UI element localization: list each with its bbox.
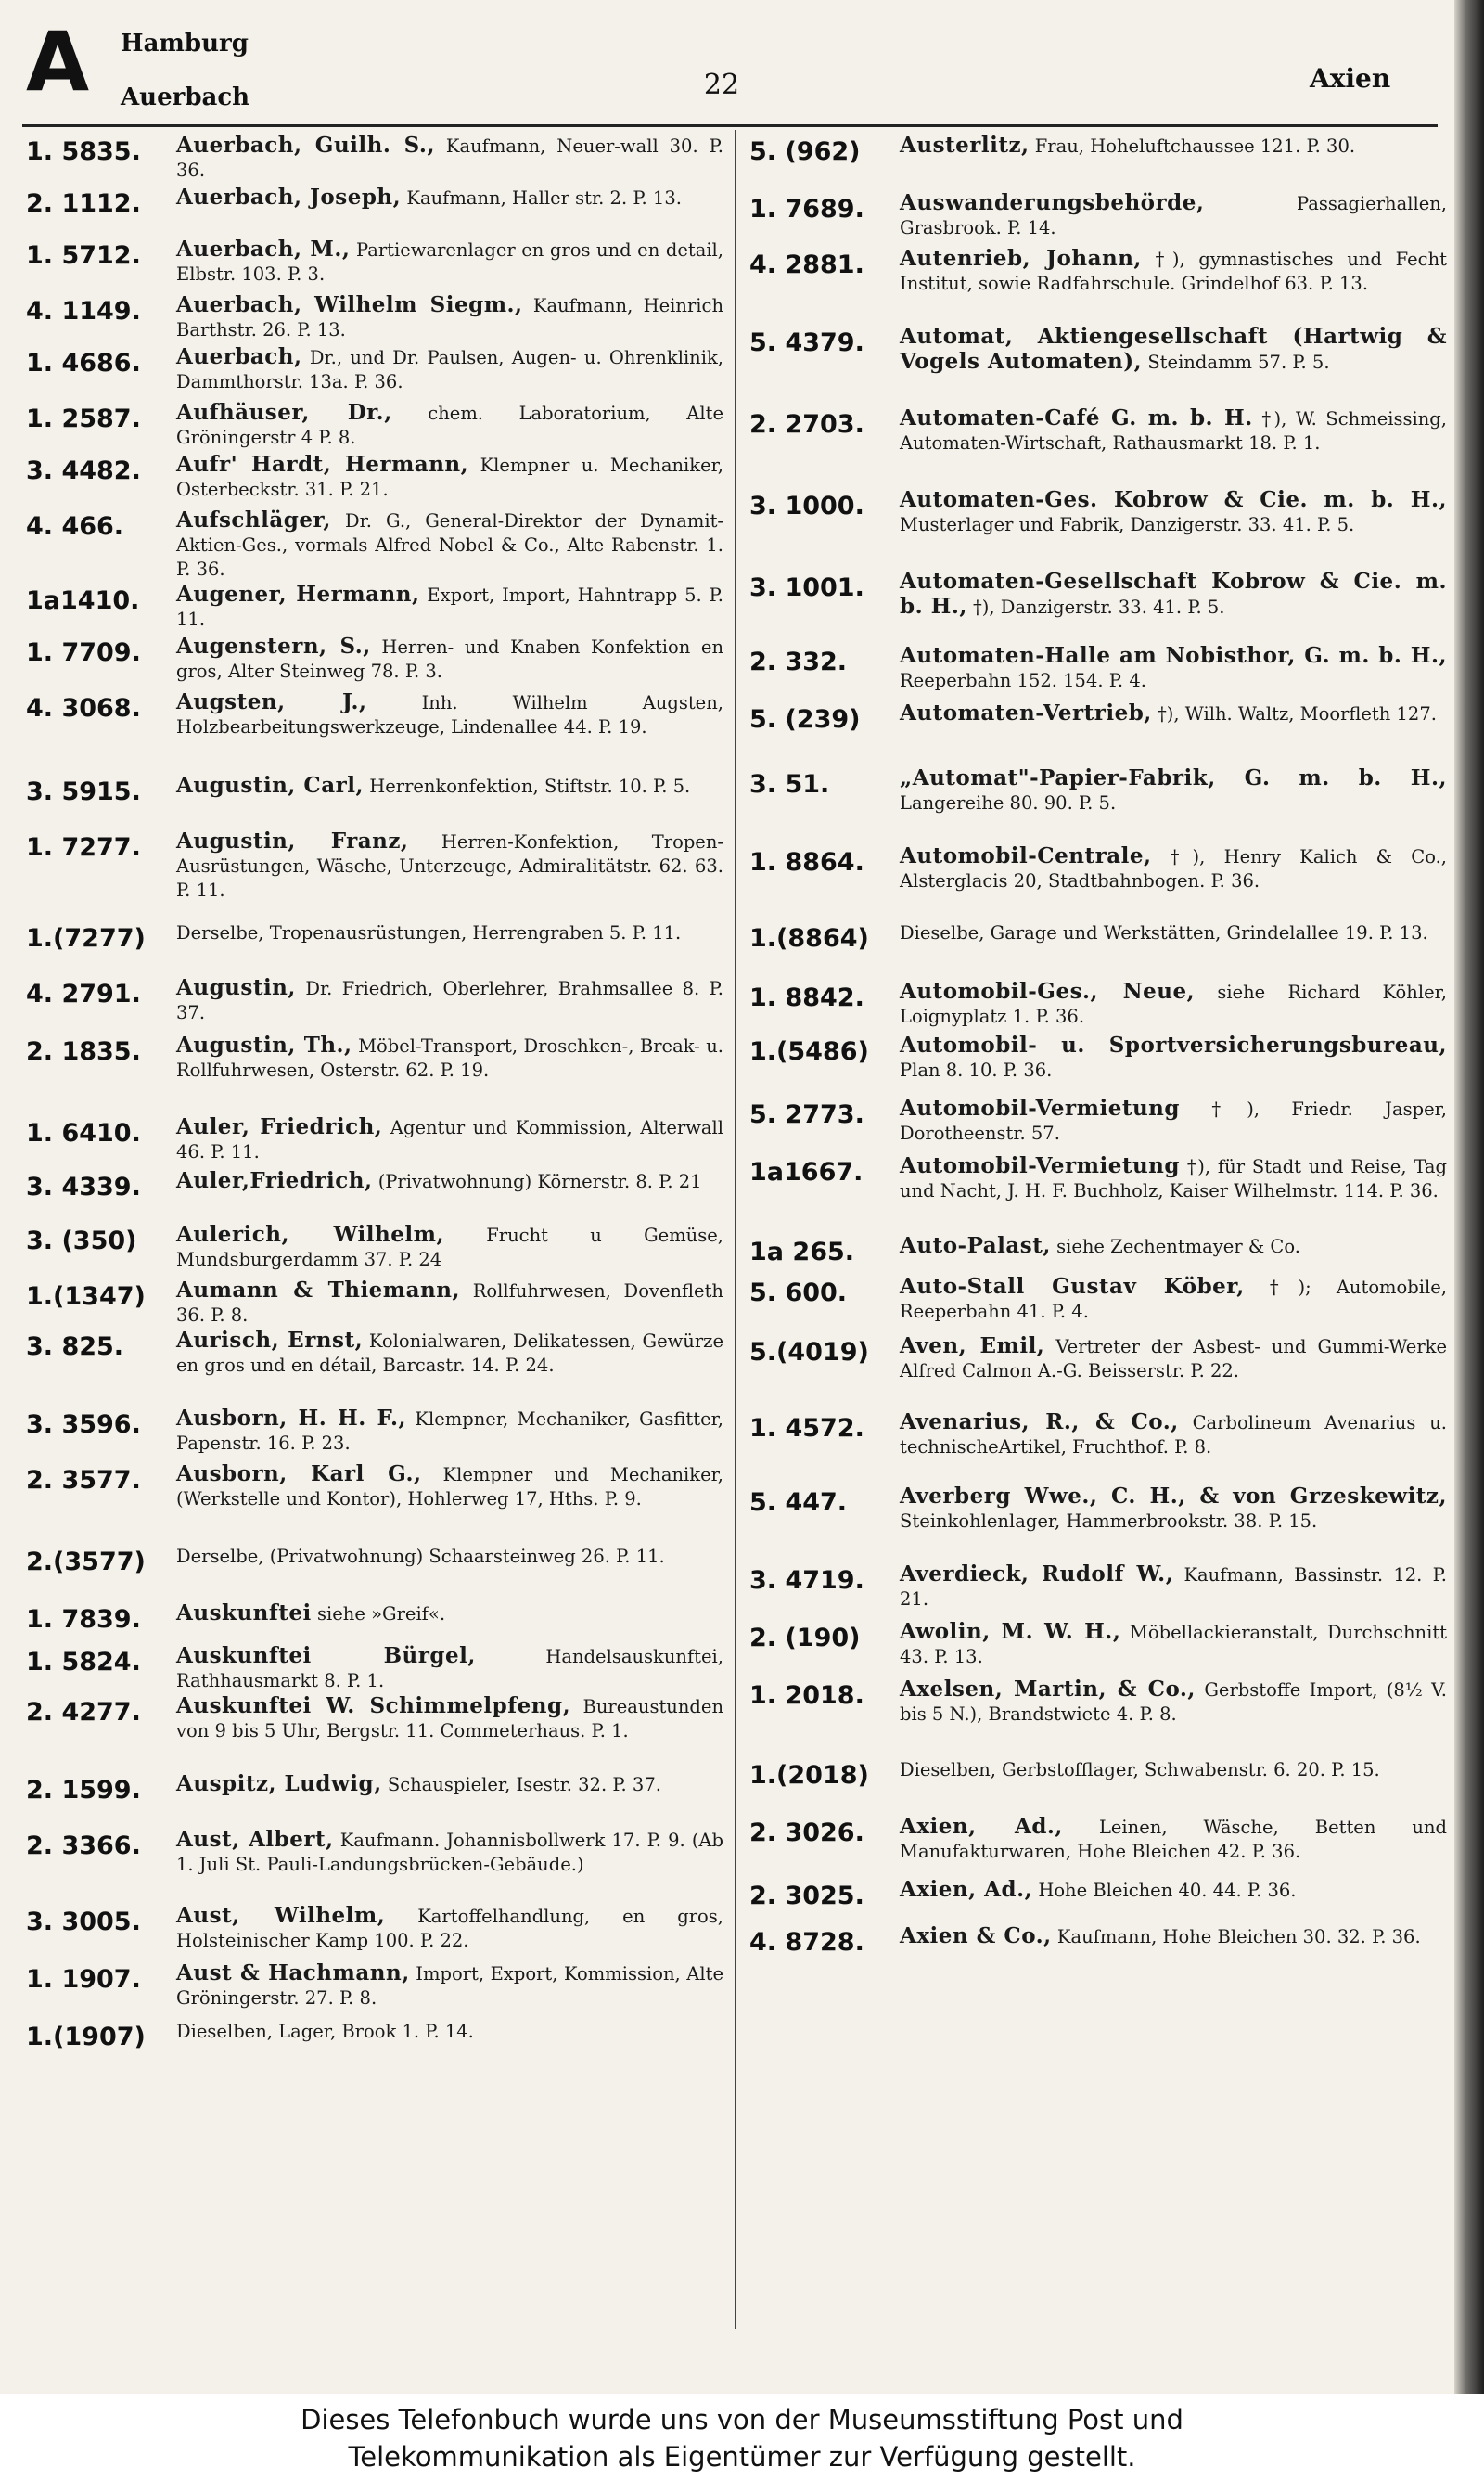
entry-details: Rollfuhrwesen, Dovenfleth 36. P. 8. (176, 1280, 723, 1326)
phone-number: 3. 3596. (26, 1410, 141, 1439)
phone-number: 3. 1000. (749, 492, 864, 520)
entry-details: Leinen, Wäsche, Betten und Manufakturwaren, Hohe Bleichen 42. P. 36. (900, 1817, 1447, 1862)
phone-number: 4. 8728. (749, 1928, 864, 1957)
phone-number: 2. 4277. (26, 1698, 141, 1727)
entry-details: Möbellackieranstalt, Durchschnitt 43. P. 13. (900, 1622, 1447, 1667)
entry-details: Dieselbe, Garage und Werkstätten, Grindelallee 19. P. 13. (900, 922, 1428, 944)
entry-name: Aufr' Hardt, Hermann, (176, 452, 469, 477)
entry-name: Ausborn, Karl G., (176, 1461, 422, 1486)
phone-number: 4. 1149. (26, 297, 141, 326)
phone-number: 2. 3026. (749, 1818, 864, 1847)
phone-number: 1. 7689. (749, 195, 864, 224)
phone-number: 1. 5824. (26, 1648, 141, 1677)
entry-details: Herren- und Knaben Konfektion en gros, Alter Steinweg 78. P. 3. (176, 636, 723, 682)
entry-text (176, 1115, 723, 1164)
entry-text (900, 1878, 1447, 1903)
entry-text (176, 1223, 723, 1272)
entry-text (176, 1694, 723, 1743)
phone-number: 3. (350) (26, 1227, 137, 1255)
phone-number: 2. 1112. (26, 189, 141, 218)
entry-details: Musterlager und Fabrik, Danzigerstr. 33. 41. P. 5. (900, 514, 1355, 535)
entry-name: Avenarius, R., & Co., (900, 1409, 1179, 1434)
entry-name: Augener, Hermann, (176, 582, 420, 607)
phone-number: 3. 1001. (749, 573, 864, 602)
entry-name: Auler,Friedrich, (176, 1168, 373, 1193)
phone-number: 1. 8864. (749, 848, 864, 877)
entry-text (900, 1924, 1447, 1949)
entry-name: Auskunftei W. Schimmelpfeng, (176, 1693, 571, 1718)
entry-details: Kaufmann, Heinrich Barthstr. 26. P. 13. (176, 295, 723, 341)
entry-details: siehe Richard Köhler, Loignyplatz 1. P. 36. (900, 982, 1448, 1027)
entry-text (176, 1644, 723, 1693)
phone-number: 1.(1907) (26, 2023, 146, 2051)
entry-name: Averberg Wwe., C. H., & von Grzeskewitz, (900, 1484, 1447, 1509)
phone-number: 2. 332. (749, 648, 848, 676)
entry-details: Klempner u. Mechaniker, Osterbeckstr. 31. P. 21. (176, 455, 723, 500)
footer-line: Telekommunikation als Eigentümer zur Verfügung gestellt. (348, 2441, 1136, 2473)
entry-details: Reeperbahn 152. 154. P. 4. (900, 670, 1146, 691)
entry-text (900, 1154, 1447, 1203)
entry-text (900, 191, 1447, 240)
entry-text (176, 1544, 723, 1569)
phone-number: 2. 3577. (26, 1466, 141, 1495)
entry-name: Automobil-Ges., Neue, (900, 979, 1196, 1004)
phone-number: 4. 2881. (749, 251, 864, 279)
entry-details: Langereihe 80. 90. P. 5. (900, 792, 1117, 814)
entry-text (900, 766, 1447, 816)
entry-text (900, 1815, 1447, 1864)
entry-name: Averdieck, Rudolf W., (900, 1561, 1174, 1587)
entry-name: Automat, Aktiengesellschaft (Hartwig & Vogels Automaten), (900, 324, 1447, 374)
entry-name: Aurisch, Ernst, (176, 1328, 364, 1353)
entry-text (900, 1757, 1447, 1782)
entry-name: Automobil- u. Sportversicherungsbureau, (900, 1033, 1447, 1058)
page-edge-shadow (1454, 0, 1484, 2394)
entry-name: Auto-Stall Gustav Köber, (900, 1274, 1245, 1299)
entry-text (176, 1772, 723, 1797)
phone-number: 2. (190) (749, 1624, 861, 1652)
phone-number: 4. 3068. (26, 694, 141, 723)
entry-details: Kaufmann, Neuer-wall 30. P. 36. (176, 135, 723, 181)
entry-text (900, 1334, 1447, 1383)
entry-name: Ausborn, H. H. F., (176, 1406, 406, 1431)
entry-text (900, 134, 1447, 159)
entry-name: Axelsen, Martin, & Co., (900, 1677, 1196, 1702)
entry-details: †), Friedr. Jasper, Dorotheenstr. 57. (900, 1099, 1447, 1144)
entry-details: chem. Laboratorium, Alte Gröningerstr 4 P. 8. (176, 403, 723, 448)
entry-name: Austerlitz, (900, 133, 1030, 158)
entry-details: Passagierhallen, Grasbrook. P. 14. (900, 193, 1447, 238)
entry-details: Dr. Friedrich, Oberlehrer, Brahmsallee 8. P. 37. (176, 978, 723, 1023)
entry-text (900, 1234, 1447, 1259)
footer-line: Dieses Telefonbuch wurde uns von der Museumsstiftung Post und (301, 2404, 1183, 2435)
entry-name: Auerbach, (176, 344, 302, 369)
entry-text (176, 583, 723, 632)
entry-text (176, 920, 723, 945)
entry-details: Derselbe, Tropenausrüstungen, Herrengraben 5. P. 11. (176, 922, 682, 944)
entry-name: Aust & Hachmann, (176, 1960, 410, 1985)
entry-text (176, 829, 723, 903)
entry-details: Kaufmann. Johannisbollwerk 17. P. 9. (Ab 1. Juli St. Pauli-Landungsbrücken-Gebäude.) (176, 1830, 723, 1875)
entry-name: Augustin, Franz, (176, 829, 409, 854)
phone-number: 5. 600. (749, 1279, 848, 1307)
entry-text (900, 1562, 1447, 1612)
phone-number: 3. 4719. (749, 1566, 864, 1595)
phone-number: 5. 447. (749, 1488, 848, 1517)
phone-number: 1.(1347) (26, 1282, 146, 1311)
entry-text (900, 488, 1447, 537)
entry-details: Derselbe, (Privatwohnung) Schaarsteinweg 26. P. 11. (176, 1546, 665, 1567)
entry-text (900, 325, 1447, 375)
entry-details: Klempner und Mechaniker, (Werkstelle und Kontor), Hohlerweg 17, Hths. P. 9. (176, 1464, 723, 1510)
entry-text (176, 508, 723, 582)
header-divider (22, 124, 1438, 127)
entry-details: †), Danzigerstr. 33. 41. P. 5. (973, 597, 1225, 618)
entry-name: Aven, Emil, (900, 1333, 1045, 1358)
entry-text (900, 1275, 1447, 1324)
entry-text (176, 635, 723, 684)
entry-name: Auerbach, Guilh. S., (176, 133, 435, 158)
phone-number: 3. 4482. (26, 456, 141, 485)
entry-details: Kaufmann, Haller str. 2. P. 13. (406, 187, 682, 209)
entry-text (900, 1097, 1447, 1146)
entry-text (900, 1620, 1447, 1669)
phone-number: 1. 4686. (26, 349, 141, 378)
entry-name: Axien, Ad., (900, 1814, 1063, 1839)
entry-text (900, 247, 1447, 296)
phone-number: 1.(7277) (26, 924, 146, 953)
entry-details: Möbel-Transport, Droschken-, Break- u. Rollfuhrwesen, Osterstr. 62. P. 19. (176, 1035, 724, 1081)
entry-text (900, 1484, 1447, 1534)
phone-number: 3. 3005. (26, 1908, 141, 1936)
entry-text (176, 1828, 723, 1877)
phone-number: 3. 5915. (26, 777, 141, 806)
entry-name: Aumann & Thiemann, (176, 1278, 460, 1303)
entry-text (900, 980, 1447, 1029)
entry-name: Automobil-Centrale, (900, 843, 1152, 868)
entry-name: Automobil-Vermietung (900, 1096, 1180, 1121)
entry-name: Augustin, (176, 975, 296, 1000)
entry-name: Augsten, J., (176, 689, 367, 714)
phone-number: 1. 7277. (26, 833, 141, 862)
phone-number: 1a 265. (749, 1238, 855, 1266)
entry-details: Steindamm 57. P. 5. (1147, 352, 1330, 373)
phone-number: 2. 2703. (749, 410, 864, 439)
entry-text (176, 2019, 723, 2044)
entry-name: Auswanderungsbehörde, (900, 190, 1205, 215)
phone-number: 5. 4379. (749, 328, 864, 357)
page-number: 22 (703, 69, 740, 101)
entry-details: Kaufmann, Hohe Bleichen 30. 32. P. 36. (1056, 1926, 1421, 1947)
page-header (0, 0, 1484, 130)
phone-number: 5. 2773. (749, 1100, 864, 1129)
entry-details: Kolonialwaren, Delikatessen, Gewürze en gros und en détail, Barcastr. 14. P. 24. (176, 1330, 723, 1376)
entry-text (900, 920, 1447, 945)
entry-name: Auskunftei Bürgel, (176, 1643, 476, 1668)
entry-name: Axien & Co., (900, 1923, 1052, 1948)
entry-details: †), gymnastisches und Fecht Institut, sowie Radfahrschule. Grindelhof 63. P. 13. (900, 249, 1447, 294)
entry-text (176, 186, 723, 211)
entry-text (900, 406, 1447, 456)
phone-number: 1a1410. (26, 586, 140, 615)
entry-details: Dr., und Dr. Paulsen, Augen- u. Ohrenklinik, Dammthorstr. 13a. P. 36. (176, 347, 723, 392)
range-start-label: Auerbach (121, 84, 250, 111)
phone-number: 2. 1835. (26, 1037, 141, 1066)
entry-text (176, 293, 723, 342)
phone-number: 5. (962) (749, 137, 861, 166)
entry-text (900, 1034, 1447, 1083)
phone-number: 3. 4339. (26, 1173, 141, 1201)
entry-text (176, 401, 723, 450)
entry-text (176, 690, 723, 739)
entry-name: Automaten-Gesellschaft Kobrow & Cie. m. b. H., (900, 569, 1447, 619)
entry-text (900, 644, 1447, 693)
column-divider (735, 130, 736, 2329)
entry-name: Aufschläger, (176, 508, 331, 533)
entry-text (176, 774, 723, 799)
entry-text (176, 1034, 723, 1083)
phone-number: 3. 825. (26, 1332, 124, 1361)
entry-details: Frucht u Gemüse, Mundsburgerdamm 37. P. 24 (176, 1225, 723, 1270)
entry-details: Herren-Konfektion, Tropen-Ausrüstungen, Wäsche, Unterzeuge, Admiralitätstr. 62. 63. P. 11. (176, 831, 723, 901)
entry-details: siehe Zechentmayer & Co. (1056, 1236, 1300, 1257)
entry-name: Auerbach, Joseph, (176, 185, 402, 210)
entry-name: Automaten-Ges. Kobrow & Cie. m. b. H., (900, 487, 1447, 512)
entry-name: Aust, Wilhelm, (176, 1903, 386, 1928)
phone-number: 1. 5835. (26, 137, 141, 166)
entry-details: Carbolineum Avenarius u. technischeArtikel, Fruchthof. P. 8. (900, 1412, 1447, 1458)
phone-number: 2. 3025. (749, 1882, 864, 1910)
entry-details: Agentur und Kommission, Alterwall 46. P. 11. (176, 1117, 724, 1163)
entry-text (176, 1407, 723, 1456)
phone-number: 1a1667. (749, 1158, 864, 1187)
entry-text (176, 134, 723, 183)
entry-text (176, 238, 723, 287)
entry-details: Frau, Hoheluftchaussee 121. P. 30. (1034, 135, 1356, 157)
section-letter: A (26, 14, 90, 109)
city-label: Hamburg (121, 30, 249, 58)
entry-name: Auler, Friedrich, (176, 1114, 383, 1139)
entry-details: Partiewarenlager en gros und en detail, Elbstr. 103. P. 3. (176, 239, 723, 285)
phone-number: 1. 7709. (26, 638, 141, 667)
phone-number: 4. 2791. (26, 980, 141, 1009)
entry-name: Aust, Albert, (176, 1827, 334, 1852)
phone-number: 5. (239) (749, 705, 861, 734)
range-end-label: Axien (1310, 63, 1391, 94)
entry-text (176, 345, 723, 394)
entry-name: Augustin, Th., (176, 1033, 352, 1058)
entry-name: „Automat"-Papier-Fabrik, G. m. b. H., (900, 765, 1447, 790)
entry-details: †), Wilh. Waltz, Moorfleth 127. (1158, 703, 1437, 725)
entry-text (176, 1601, 723, 1626)
entry-text (176, 453, 723, 502)
entry-details: Kaufmann, Bassinstr. 12. P. 21. (900, 1564, 1447, 1610)
phone-number: 2. 1599. (26, 1776, 141, 1805)
entry-text (176, 1462, 723, 1511)
entry-name: Auskunftei (176, 1600, 312, 1625)
entry-text (176, 1279, 723, 1328)
entry-name: Auto-Palast, (900, 1233, 1051, 1258)
entry-text (176, 1169, 723, 1194)
entry-details: Inh. Wilhelm Augsten, Holzbearbeitungswerkzeuge, Lindenallee 44. P. 19. (176, 692, 723, 738)
entry-details: Plan 8. 10. P. 36. (900, 1060, 1053, 1081)
entry-name: Automaten-Halle am Nobisthor, G. m. b. H., (900, 643, 1447, 668)
phone-number: 2. 3366. (26, 1831, 141, 1860)
phone-number: 3. 51. (749, 770, 830, 799)
phone-number: 1. 8842. (749, 983, 864, 1012)
entry-details: Herrenkonfektion, Stiftstr. 10. P. 5. (369, 776, 691, 797)
entry-details: Dr. G., General-Direktor der Dynamit-Aktien-Ges., vormals Alfred Nobel & Co., Alte Rabenstr. 1. P. 36. (176, 510, 723, 580)
phone-number: 1. 6410. (26, 1119, 141, 1148)
entry-name: Augustin, Carl, (176, 773, 364, 798)
phone-number: 1. 1907. (26, 1965, 141, 1994)
entry-text (176, 976, 723, 1025)
entry-details: Handelsauskunftei, Rathhausmarkt 8. P. 1. (176, 1646, 723, 1691)
entry-text (900, 701, 1447, 726)
entry-details: Gerbstoffe Import, (8½ V. bis 5 N.), Brandstwiete 4. P. 8. (900, 1679, 1448, 1725)
entry-details: Export, Import, Hahntrapp 5. P. 11. (176, 585, 723, 630)
entry-details: †); Automobile, Reeperbahn 41. P. 4. (900, 1277, 1447, 1322)
phone-number: 1. 7839. (26, 1605, 141, 1634)
phone-number: 1. 5712. (26, 241, 141, 270)
entry-details: Vertreter der Asbest- und Gummi-Werke Alfred Calmon A.-G. Beisserstr. P. 22. (900, 1336, 1448, 1381)
entry-name: Automobil-Vermietung (900, 1153, 1180, 1178)
phone-number: 1. 4572. (749, 1414, 864, 1443)
phone-number: 5.(4019) (749, 1338, 869, 1367)
phone-number: 2.(3577) (26, 1548, 146, 1576)
entry-details: Kartoffelhandlung, en gros, Holsteinischer Kamp 100. P. 22. (176, 1906, 723, 1951)
entry-details: Bureaustunden von 9 bis 5 Uhr, Bergstr. 11. Commeterhaus. P. 1. (176, 1696, 724, 1741)
phone-number: 1.(5486) (749, 1037, 869, 1066)
phone-number: 4. 466. (26, 512, 124, 541)
phone-number: 1.(2018) (749, 1761, 869, 1790)
entry-details: (Privatwohnung) Körnerstr. 8. P. 21 (377, 1171, 702, 1192)
entry-name: Autenrieb, Johann, (900, 246, 1142, 271)
entry-details: Klempner, Mechaniker, Gasfitter, Papenstr. 16. P. 23. (176, 1408, 723, 1454)
entry-details: Import, Export, Kommission, Alte Gröningerstr. 27. P. 8. (176, 1963, 723, 2009)
entry-text (176, 1961, 723, 2011)
entry-details: †), Henry Kalich & Co., Alsterglacis 20, Stadtbahnbogen. P. 36. (900, 846, 1447, 892)
entry-text (900, 1677, 1447, 1727)
entry-text (176, 1329, 723, 1378)
entry-details: Hohe Bleichen 40. 44. P. 36. (1038, 1880, 1297, 1901)
entry-name: Axien, Ad., (900, 1877, 1033, 1902)
entry-text (900, 570, 1447, 620)
footer-note (0, 2394, 1484, 2480)
entry-name: Automaten-Café G. m. b. H. (900, 405, 1253, 430)
entry-name: Aulerich, Wilhelm, (176, 1222, 444, 1247)
entry-details: Dieselben, Gerbstofflager, Schwabenstr. 6. 20. P. 15. (900, 1759, 1380, 1780)
entry-text (900, 844, 1447, 893)
entry-details: Schauspieler, Isestr. 32. P. 37. (387, 1774, 661, 1795)
entry-name: Auspitz, Ludwig, (176, 1771, 382, 1796)
entry-text (900, 1410, 1447, 1459)
entry-name: Awolin, M. W. H., (900, 1619, 1121, 1644)
phone-number: 1. 2587. (26, 405, 141, 433)
phone-number: 1. 2018. (749, 1681, 864, 1710)
entry-details: siehe »Greif«. (317, 1603, 446, 1625)
entry-name: Aufhäuser, Dr., (176, 400, 392, 425)
entry-name: Auerbach, Wilhelm Siegm., (176, 292, 523, 317)
entry-name: Auerbach, M., (176, 237, 351, 262)
entry-name: Augenstern, S., (176, 634, 371, 659)
entry-details: †), W. Schmeissing, Automaten-Wirtschaft, Rathausmarkt 18. P. 1. (900, 408, 1447, 454)
entry-text (176, 1904, 723, 1953)
entry-details: Dieselben, Lager, Brook 1. P. 14. (176, 2021, 474, 2042)
entry-name: Automaten-Vertrieb, (900, 700, 1152, 726)
phone-number: 1.(8864) (749, 924, 869, 953)
entry-details: Steinkohlenlager, Hammerbrookstr. 38. P. 15. (900, 1510, 1318, 1532)
entry-details: †), für Stadt und Reise, Tag und Nacht, J. H. F. Buchholz, Kaiser Wilhelmstr. 114. P. 36. (900, 1156, 1447, 1201)
